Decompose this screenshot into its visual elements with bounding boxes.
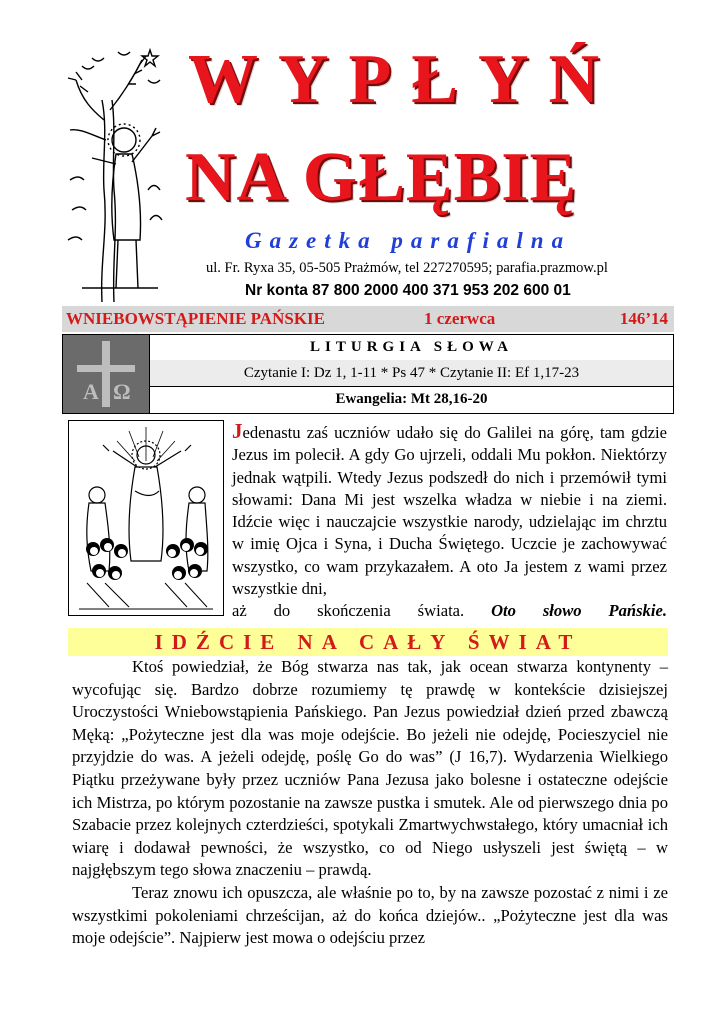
liturgy-readings: Czytanie I: Dz 1, 1-11 * Ps 47 * Czytanie II: Ef 1,17-23 xyxy=(149,360,673,387)
issue-date-bar xyxy=(62,306,674,332)
gospel-body: edenastu zaś uczniów udało się do Galilei na górę, tam gdzie Jezus im polecił. A gdy Go ujrzeli, oddali Mu pokłon. Niektórzy jednak wątpili. Wtedy Jezus podszedł do nich i przemówił tymi słowami: Dana Mi jest wszelka władza w niebie i na ziemi. Idźcie więc i nauczajcie wszystkie narody, udzielając im chrztu w imię Ojca i Syna, i Ducha Świętego. Uczcie je zachowywać wszystko, co wam przykazałem. A oto Ja jestem z wami przez wszystkie dni, xyxy=(232,423,667,599)
liturgy-gospel-ref: Ewangelia: Mt 28,16-20 xyxy=(149,386,673,413)
article-body xyxy=(72,656,668,950)
svg-text:A: A xyxy=(83,379,99,404)
article-title: IDŹCIE NA CAŁY ŚWIAT xyxy=(68,628,668,656)
feast-name: WNIEBOWSTĄPIENIE PAŃSKIE xyxy=(66,309,325,328)
masthead-title-line1: WYPŁYŃ xyxy=(188,41,620,118)
ascension-illustration xyxy=(68,420,224,616)
issue-date: 1 czerwca xyxy=(424,309,496,328)
bank-account: Nr konta 87 800 2000 400 371 953 202 600 01 xyxy=(245,282,571,299)
gospel-last-line xyxy=(232,600,667,622)
cross-alpha-omega-icon xyxy=(63,335,149,413)
svg-text:Ω: Ω xyxy=(113,379,131,404)
gospel-dropcap: J xyxy=(232,419,243,443)
article-paragraph-1: Ktoś powiedział, że Bóg stwarza nas tak, jak ocean stwarza kontynenty – wycofując się. Bardzo dobrze rozumiemy tę prawdę w kontekście dzisiejszej Uroczystości Wniebowstąpienia Pańskiego. Pan Jezus powiedział dzień przed zbawczą Męką: „Pożyteczne jest dla was moje odejście. Bo jeżeli nie odejdę, Pocieszyciel nie przyjdzie do was. A jeżeli odejdę, poślę Go do was” (J 16,7). Wydarzenia Wielkiego Piątku przeżywane były przez uczniów Pana Jezusa jako bolesne i ostateczne odejście ich Mistrza, po którym pozostanie na zawsze pustka i smutek. Ale od pierwszego dnia po Szabacie przez kolejnych czterdzieści, spotykali Zmartwychwstałego, który umacniał ich wiarę i dodawał pewności, że wszystko, co od Niego usłyszeli jest świętą – w najgłębszym tego słowa znaczeniu – prawdą. xyxy=(72,657,668,880)
gospel-closing: Oto słowo Pańskie. xyxy=(491,601,667,621)
article-paragraph-2: Teraz znowu ich opuszcza, ale właśnie po to, by na zawsze pozostać z nimi i ze wszystkimi pokoleniami chrześcijan, aż do końca dziejów.. „Pożyteczne jest dla was moje odejście”. Najpierw jest mowa o odejściu przez xyxy=(72,882,668,948)
saint-tree-illustration xyxy=(62,40,172,305)
gospel-last-line-text: aż do skończenia świata. xyxy=(232,601,465,621)
gospel-text xyxy=(232,420,667,623)
issue-number: 146’14 xyxy=(619,309,668,328)
masthead-subtitle: Gazetka parafialna xyxy=(245,228,572,253)
liturgy-box xyxy=(62,334,674,414)
liturgy-heading: LITURGIA SŁOWA xyxy=(149,335,673,361)
masthead-title-line2: NA GŁĘBIĘ xyxy=(185,139,578,216)
parish-address: ul. Fr. Ryxa 35, 05-505 Prażmów, tel 227270595; parafia.prazmow.pl xyxy=(206,260,608,276)
